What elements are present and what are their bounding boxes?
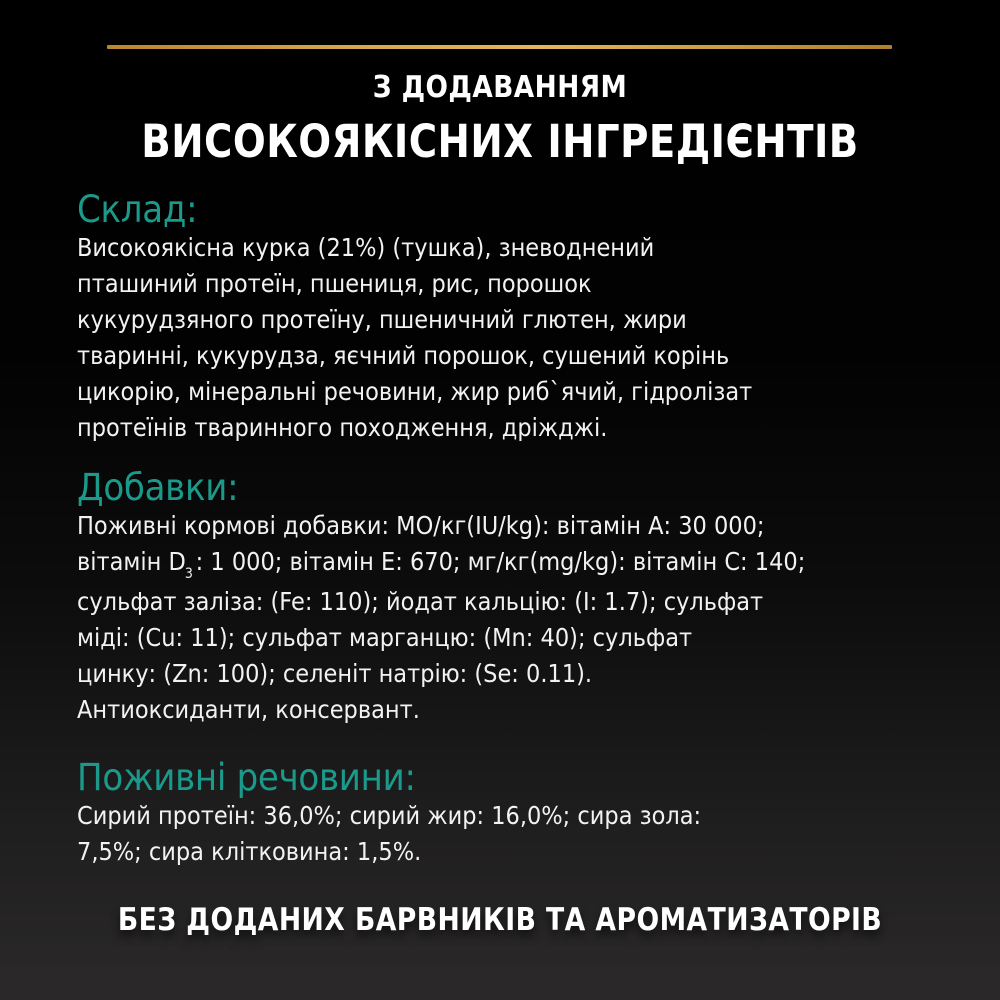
composition-line: кукурудзяного протеїну, пшеничний глютен, жири bbox=[77, 305, 687, 334]
composition-line: Високоякісна курка (21%) (тушка), зневоднений bbox=[77, 233, 655, 262]
composition-line: пташиний протеїн, пшениця, рис, порошок bbox=[77, 269, 592, 298]
header-title-line-1: З ДОДАВАННЯМ bbox=[372, 70, 628, 105]
gold-divider-line bbox=[107, 45, 892, 49]
additives-line-vitamin-d bbox=[77, 544, 869, 584]
nutrients-line: Сирий протеїн: 36,0%; сирий жир: 16,0%; сира зола: bbox=[77, 801, 702, 830]
additives-line: цинку: (Zn: 100); селеніт натрію: (Se: 0.11). bbox=[77, 659, 593, 688]
composition-heading: Склад: bbox=[77, 188, 198, 231]
nutrients-line: 7,5%; сира клітковина: 1,5%. bbox=[77, 837, 422, 866]
composition-section bbox=[77, 190, 957, 446]
additives-line: Антиоксиданти, консервант. bbox=[77, 695, 420, 724]
composition-line: протеїнів тваринного походження, дріжджі. bbox=[77, 413, 608, 442]
additives-section bbox=[77, 468, 957, 728]
additives-line: міді: (Cu: 11); сульфат марганцю: (Mn: 40); сульфат bbox=[77, 623, 693, 652]
additives-line-text: вітамін D bbox=[77, 547, 186, 576]
composition-line: цикорію, мінеральні речовини, жир риб`ячий, гідролізат bbox=[77, 377, 753, 406]
nutrients-section bbox=[77, 758, 957, 870]
nutrients-heading: Поживні речовини: bbox=[77, 756, 416, 799]
composition-line: тваринні, кукурудза, яєчний порошок, сушений корінь bbox=[77, 341, 730, 370]
subscript-3: 3 bbox=[184, 566, 193, 582]
additives-line: сульфат заліза: (Fe: 110); йодат кальцію: (I: 1.7); сульфат bbox=[77, 587, 764, 616]
footer-title: БЕЗ ДОДАНИХ БАРВНИКІВ ТА АРОМАТИЗАТОРІВ bbox=[117, 902, 883, 938]
additives-line: Поживні кормові добавки: МО/кг(IU/kg): вітамін А: 30 000; bbox=[77, 511, 765, 540]
header-title-line-2: ВИСОКОЯКІСНИХ ІНГРЕДІЄНТІВ bbox=[141, 115, 859, 168]
additives-heading: Добавки: bbox=[77, 466, 239, 509]
additives-line-text: : 1 000; вітамін Е: 670; мг/кг(mg/kg): вітамін С: 140; bbox=[195, 547, 806, 576]
